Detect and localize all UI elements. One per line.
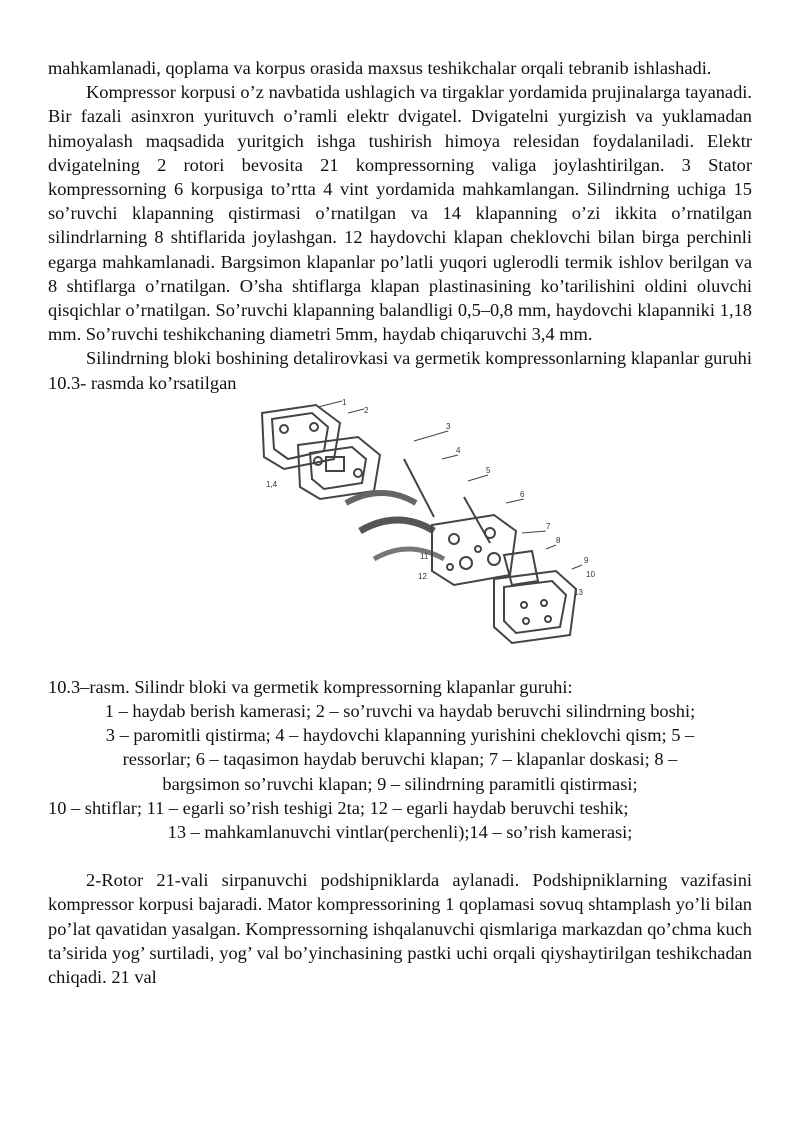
label-10: 10: [586, 569, 595, 579]
label-13: 13: [574, 587, 583, 597]
label-9: 9: [584, 555, 589, 565]
paragraph-figure-reference: Silindrning bloki boshining detalirovkasi va germetik kompressonlarning klapanlar guruhi 10.3- rasmda ko’rsatilgan: [48, 348, 752, 393]
label-7: 7: [546, 521, 551, 531]
figure-caption: [48, 675, 752, 844]
valve-plate-shape: [432, 515, 516, 585]
caption-line: bargsimon so’ruvchi klapan; 9 – silindrning paramitli qistirmasi;: [162, 773, 638, 794]
label-2: 2: [364, 405, 369, 415]
label-14: 1,4: [266, 479, 278, 489]
reed-valve-shape: [504, 551, 538, 585]
label-6: 6: [520, 489, 525, 499]
limiter-shape: [360, 520, 434, 531]
caption-line: ressorlar; 6 – taqasimon haydab beruvchi klapan; 7 – klapanlar doskasi; 8 –: [122, 749, 678, 770]
label-4: 4: [456, 445, 461, 455]
label-5: 5: [486, 465, 491, 475]
label-11: 11: [420, 551, 429, 561]
caption-line: 10 – shtiflar; 11 – egarli so’rish teshigi 2ta; 12 – egarli haydab beruvchi teshik;: [48, 797, 629, 818]
caption-line: 3 – paromitli qistirma; 4 – haydovchi klapanning yurishini cheklovchi qism; 5 –: [105, 725, 695, 746]
figure-valve-group: [48, 399, 752, 655]
label-3: 3: [446, 421, 451, 431]
caption-line: 13 – mahkamlanuvchi vintlar(perchenli);14 – so’rish kamerasi;: [167, 822, 633, 843]
paragraph-rotor-description: 2-Rotor 21-vali sirpanuvchi podshipniklarda aylanadi. Podshipniklarning vazifasini kompressor korpusi bajaradi. Mator kompressorining 1 qoplamasi sovuq shtamplash yo’li bilan po’lat qavatidan yasalgan. Kompressorning ishqalanuvchi qismlariga markazdan qo’chma kuch ta’sirida yog’ surtiladi, yog’ val bo’yinchasining pastki uchi orqali qiyshaytirilgan teshikchadan chiqadi. 21 val: [48, 870, 752, 988]
label-1: 1: [342, 398, 347, 407]
spacer: [48, 844, 752, 868]
label-12: 12: [418, 571, 427, 581]
paragraph-compressor-description: Kompressor korpusi o’z navbatida ushlagich va tirgaklar yordamida prujinalarga tayanadi. Bir fazali asinxron yurituvch o’ramli elektr dvigatel. Dvigatelni yurgizish va yuklamadan himoyalash maqsadida yuritgich ishga tushirish himoya relesidan foydalaniladi. Elektr dvigatelning 2 rotori bevosita 21 kompressorning valiga joylashtirilgan. 3 Stator kompressorning 6 korpusiga to’rtta 4 vint yordamida mahkamlangan. Silindrning uchiga 15 so’ruvchi klapanning qistirmasi o’rnatilgan va 14 klapanning o’zi ikkita o’rnatilgan silindrlarning 8 shtiflarida joylashgan. 12 haydovchi klapan cheklovchi bilan birga perchinli egarga mahkamlanadi. Bargsimon klapanlar po’latli yuqori uglerodli termik ishlov berilgan va 8 shtiflarga o’rnatilgan. O’sha shtiflarga klapan plastinasining ko’tarilishini oldini oluvchi qisqichlar o’rnatilgan. So’ruvchi klapanning balandligi 0,5–0,8 mm, haydovchi klapanniki 1,18 mm. So’ruvchi teshikchaning diametri 5mm, haydab chiqaruvchi 3,4 mm.: [48, 82, 752, 345]
caption-title: 10.3–rasm. Silindr bloki va germetik kompressorning klapanlar guruhi:: [48, 676, 573, 697]
label-8: 8: [556, 535, 561, 545]
exploded-diagram: [254, 399, 604, 655]
caption-line: 1 – haydab berish kamerasi; 2 – so’ruvchi va haydab beruvchi silindrning boshi;: [104, 701, 696, 722]
document-page: [48, 56, 752, 989]
paragraph-continuation: mahkamlanadi, qoplama va korpus orasida maxsus teshikchalar orqali tebranib ishlashadi.: [48, 58, 712, 78]
